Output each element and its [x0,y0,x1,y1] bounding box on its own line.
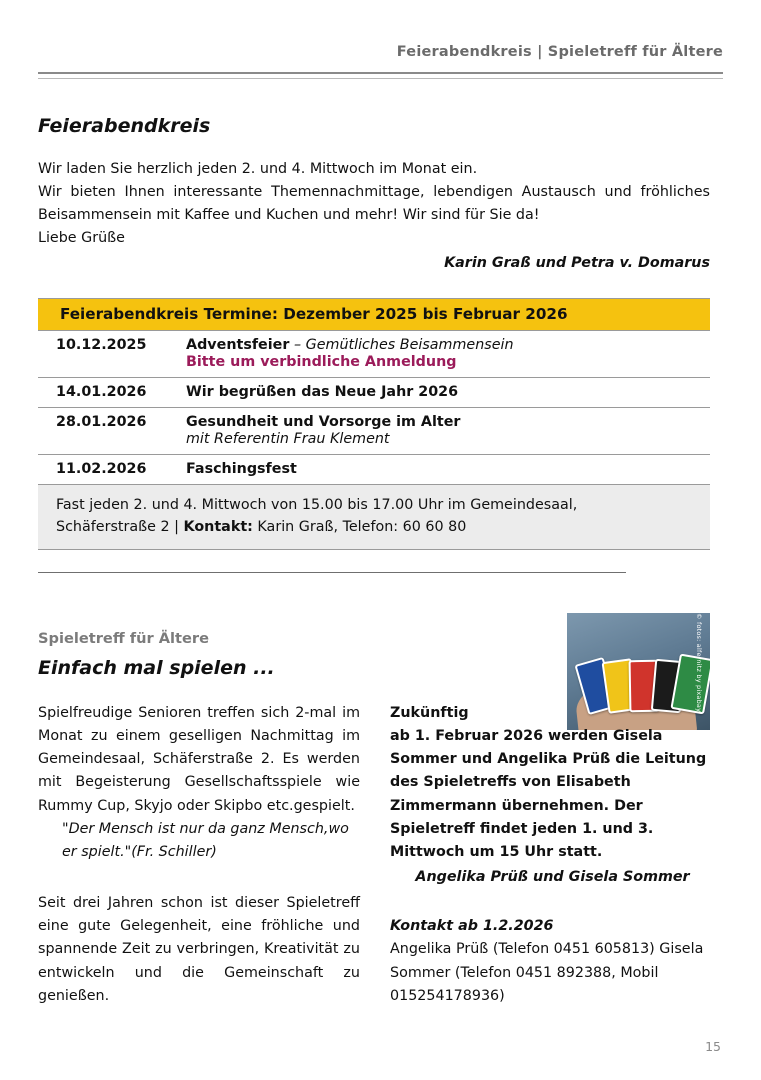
termine-table-header: Feierabendkreis Termine: Dezember 2025 bis Februar 2026 [38,299,710,331]
termin-note: Bitte um verbindliche Anmeldung [186,354,457,370]
section-divider [38,572,626,573]
footer-line-1: Fast jeden 2. und 4. Mittwoch von 15.00 bis 17.00 Uhr im Gemeindesaal, [56,497,578,513]
termine-table [38,298,710,550]
footer-address: Schäferstraße 2 | [56,519,184,536]
section-feierabendkreis-body [38,158,710,251]
intro-line-1: Wir laden Sie herzlich jeden 2. und 4. Mittwoch im Monat ein. [38,161,478,177]
intro-line-2: Wir bieten Ihnen interessante Themennachmittage, lebendigen Austausch und fröhliches Beisammensein mit Kaffee und Kuchen und mehr! Wir sind für Sie da! [38,184,710,224]
termine-table-footer [38,485,710,550]
table-row [38,408,710,455]
header-divider-thick [38,72,723,74]
termin-title: Faschingsfest [186,461,297,477]
header-divider-thin [38,78,723,79]
spieletreff-paragraph-2: Seit drei Jahren schon ist dieser Spieletreff eine gute Gelegenheit, eine fröhliche und spannende Zeit zu verbringen, Kreativität zu entwickeln und die Gemeinschaft zu genießen. [38,895,360,1004]
photo-credit: © fotos: alfernitz by pixabay [695,613,703,713]
termin-description [186,414,710,447]
termin-date: 28.01.2026 [56,414,147,430]
spieletreff-quote: "Der Mensch ist nur da ganz Mensch,wo er spielt."(Fr. Schiller) [62,820,349,860]
table-row [38,331,710,378]
kontakt-details: Angelika Prüß (Telefon 0451 605813) Gisela Sommer (Telefon 0451 892388, Mobil 015254178936) [390,941,704,1004]
termin-description [186,384,710,400]
page-number: 15 [705,1039,721,1054]
header-title: Feierabendkreis | Spieletreff für Ältere [396,44,723,60]
footer-contact-value: Karin Graß, Telefon: 60 60 80 [252,519,467,536]
zukunft-text: ab 1. Februar 2026 werden Gisela Sommer und Angelika Prüß die Leitung des Spieletreffs von Elisabeth Zimmermann übernehmen. Der Spieletreff findet jeden 1. und 3. Mittwoch um 15 Uhr statt. [390,728,707,860]
section-feierabendkreis-title: Feierabendkreis [38,115,211,137]
spieletreff-signature: Angelika Prüß und Gisela Sommer [415,869,690,886]
kontakt-heading: Kontakt ab 1.2.2026 [390,918,554,935]
termin-date: 11.02.2026 [56,461,147,477]
termin-date: 10.12.2025 [56,337,147,353]
termin-subtitle: – Gemütliches Beisammensein [289,337,514,353]
zukunft-heading: Zukünftig [390,705,469,721]
termin-title: Wir begrüßen das Neue Jahr 2026 [186,384,459,400]
section-spieletreff-title: Einfach mal spielen ... [38,657,275,679]
termin-date: 14.01.2026 [56,384,147,400]
spieletreff-paragraph-1: Spielfreudige Senioren treffen sich 2-mal im Monat zu einem geselligen Nachmittag im Gemeindesaal, Schäferstraße 2. Es werden mit Begeisterung Gesellschaftsspiele wie Rummy Cup, Skyjo oder Skipbo etc.gespielt. [38,705,360,814]
footer-contact-label: Kontakt: [183,519,253,536]
section-spieletreff-kicker: Spieletreff für Ältere [38,630,210,647]
table-row [38,455,710,485]
table-row [38,378,710,408]
termin-title: Adventsfeier [186,337,290,353]
intro-line-3: Liebe Grüße [38,230,125,247]
termin-speaker: mit Referentin Frau Klement [186,431,390,447]
spieletreff-left-column [38,702,360,1008]
termin-title: Gesundheit und Vorsorge im Alter [186,414,461,430]
termin-description [186,337,710,370]
termin-description [186,461,710,477]
spieletreff-right-column [390,702,715,1008]
feierabendkreis-signature: Karin Graß und Petra v. Domarus [444,255,710,271]
page-header [38,44,723,60]
